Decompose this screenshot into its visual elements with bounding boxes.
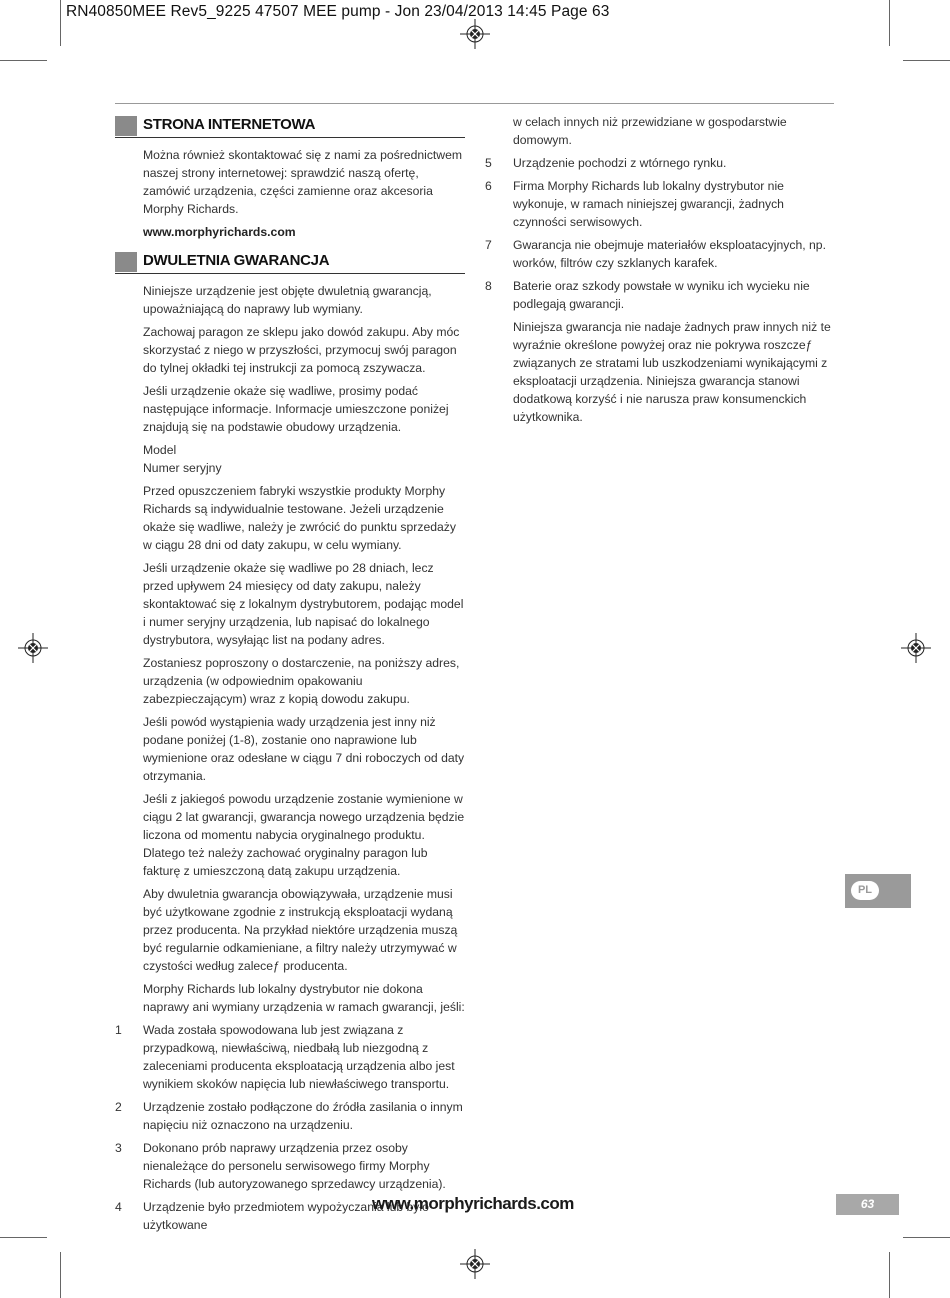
crop-mark-top-left-v	[60, 0, 61, 46]
crop-mark-top-right-v	[889, 0, 890, 46]
registration-mark-bottom-icon	[460, 1249, 490, 1279]
heading-square-icon	[115, 116, 137, 136]
list-item-text: Wada została spowodowana lub jest związana z przypadkową, niewłaściwą, niedbałą lub niezgodną z zaleceniami producenta eksploatacją urządzenia albo jest wynikiem skoków napięcia lub niewłaściwego transportu.	[143, 1023, 455, 1091]
list-item	[485, 154, 835, 172]
language-badge: PL	[851, 881, 879, 900]
list-item-number: 3	[115, 1141, 122, 1155]
warranty-paragraph: Morphy Richards lub lokalny dystrybutor nie dokona naprawy ani wymiany urządzenia w ramach gwarancji, jeśli:	[143, 982, 465, 1014]
crop-mark-bottom-right-h	[903, 1237, 950, 1238]
crop-mark-bottom-left-h	[0, 1237, 47, 1238]
crop-mark-top-right-h	[903, 60, 950, 61]
heading-square-icon	[115, 252, 137, 272]
warranty-paragraph: Jeśli z jakiegoś powodu urządzenie zostanie wymienione w ciągu 2 lat gwarancji, gwarancja nowego urządzenia będzie liczona od momentu nabycia oryginalnego produktu. Dlatego też należy zachować oryginalny paragon lub fakturę z umieszczoną datą zakupu urządzenia.	[143, 792, 465, 878]
registration-mark-left-icon	[18, 633, 48, 663]
list-item-continued	[485, 113, 835, 149]
registration-mark-right-icon	[901, 633, 931, 663]
list-item-number: 1	[115, 1023, 122, 1037]
list-item-number: 7	[485, 238, 492, 252]
list-item-number: 6	[485, 179, 492, 193]
print-slug-line: RN40850MEE Rev5_9225 47507 MEE pump - Jon 23/04/2013 14:45 Page 63	[66, 3, 610, 20]
list-item	[485, 236, 835, 272]
heading-text: DWULETNIA GWARANCJA	[143, 252, 330, 269]
warranty-paragraph: Jeśli urządzenie okaże się wadliwe, prosimy podać następujące informacje. Informacje umieszczone poniżej znajdują się na podstawie obudowy urządzenia.	[143, 384, 449, 434]
list-item-text: Gwarancja nie obejmuje materiałów eksploatacyjnych, np. worków, filtrów czy szklanych karafek.	[513, 238, 826, 270]
warranty-paragraph: Jeśli urządzenie okaże się wadliwe po 28 dniach, lecz przed upływem 24 miesięcy od daty zakupu, należy skontaktować się z lokalnym dystrybutorem, podając model i numer seryjny urządzenia, lub napisać do lokalnego dystrybutora, wysyłając list na podany adres.	[143, 561, 464, 647]
list-item-text: Baterie oraz szkody powstałe w wyniku ich wycieku nie podlegają gwarancji.	[513, 279, 810, 311]
section-heading-website	[115, 115, 465, 138]
right-column	[485, 113, 835, 431]
warranty-paragraph: Jeśli powód wystąpienia wady urządzenia jest inny niż podane poniżej (1-8), zostanie ono naprawione lub wymienione oraz odesłane w ciągu 7 dni roboczych od daty otrzymania.	[143, 715, 465, 783]
crop-mark-bottom-left-v	[60, 1252, 61, 1298]
list-item-text: Urządzenie pochodzi z wtórnego rynku.	[513, 156, 727, 170]
crop-mark-bottom-right-v	[889, 1252, 890, 1298]
list-item-text: Dokonano prób naprawy urządzenia przez osoby nienależące do personelu serwisowego firmy Morphy Richards (lub autoryzowanego sprzedawcy urządzenia).	[143, 1141, 446, 1191]
list-item-text: w celach innych niż przewidziane w gospodarstwie domowym.	[513, 115, 787, 147]
crop-mark-top-left-h	[0, 60, 47, 61]
list-item-number: 8	[485, 279, 492, 293]
list-item	[115, 1098, 465, 1134]
heading-text: STRONA INTERNETOWA	[143, 116, 316, 133]
list-item-number: 5	[485, 156, 492, 170]
section-heading-warranty	[115, 251, 465, 274]
list-item	[485, 277, 835, 313]
list-item	[115, 1021, 465, 1093]
warranty-paragraph: Zachowaj paragon ze sklepu jako dowód zakupu. Aby móc skorzystać z niego w przyszłości, przymocuj swój paragon do tylnej okładki tej instrukcji za pomocą zszywacza.	[143, 325, 460, 375]
list-item-text: Urządzenie zostało podłączone do źródła zasilania o innym napięciu niż oznaczono na urządzeniu.	[143, 1100, 463, 1132]
warranty-paragraph: Niniejsze urządzenie jest objęte dwuletnią gwarancją, upoważniającą do naprawy lub wymiany.	[143, 284, 432, 316]
warranty-paragraph: Aby dwuletnia gwarancja obowiązywała, urządzenie musi być użytkowane zgodnie z instrukcją eksploatacji wydaną przez producenta. Na przykład niektóre urządzenia muszą być regularnie odkamieniane, a filtry należy utrzymywać w czystości według zaleceƒ producenta.	[143, 887, 458, 973]
closing-paragraph: Niniejsza gwarancja nie nadaje żadnych praw innych niż te wyraźnie określone powyżej oraz nie pokrywa roszczeƒ związanych ze stratami lub uszkodzeniami wynikającymi z eksploatacji urządzenia. Niniejsza gwarancja stanowi dodatkową korzyść i nie narusza praw konsumenckich użytkownika.	[513, 320, 831, 424]
left-column	[115, 115, 465, 1239]
list-item	[485, 177, 835, 231]
website-url: www.morphyrichards.com	[143, 225, 296, 239]
list-item-text: Urządzenie było przedmiotem wypożyczania lub było użytkowane	[143, 1200, 429, 1232]
website-paragraph: Można również skontaktować się z nami za pośrednictwem naszej strony internetowej: sprawdzić naszą ofertę, zamówić urządzenia, części zamienne oraz akcesoria Morphy Richards.	[143, 148, 463, 216]
warranty-paragraph: Zostaniesz poproszony o dostarczenie, na poniższy adres, urządzenia (w odpowiednim opakowaniu zabezpieczającym) wraz z kopią dowodu zakupu.	[143, 656, 460, 706]
list-item-number: 2	[115, 1100, 122, 1114]
registration-mark-top-icon	[460, 19, 490, 49]
page-number: 63	[836, 1194, 899, 1215]
model-label: Model	[143, 443, 177, 457]
list-item-number: 4	[115, 1200, 122, 1214]
top-rule	[115, 103, 834, 104]
list-item	[115, 1139, 465, 1193]
warranty-paragraph: Przed opuszczeniem fabryki wszystkie produkty Morphy Richards są indywidualnie testowane. Jeżeli urządzenie okaże się wadliwe, należy je zwrócić do punktu sprzedaży w ciągu 28 dni od daty zakupu, w celu wymiany.	[143, 484, 456, 552]
serial-number-label: Numer seryjny	[143, 461, 222, 475]
list-item-text: Firma Morphy Richards lub lokalny dystrybutor nie wykonuje, w ramach niniejszej gwarancji, żadnych czynności serwisowych.	[513, 179, 784, 229]
language-tab	[845, 874, 911, 908]
footer-website-url: www.morphyrichards.com	[372, 1194, 574, 1213]
